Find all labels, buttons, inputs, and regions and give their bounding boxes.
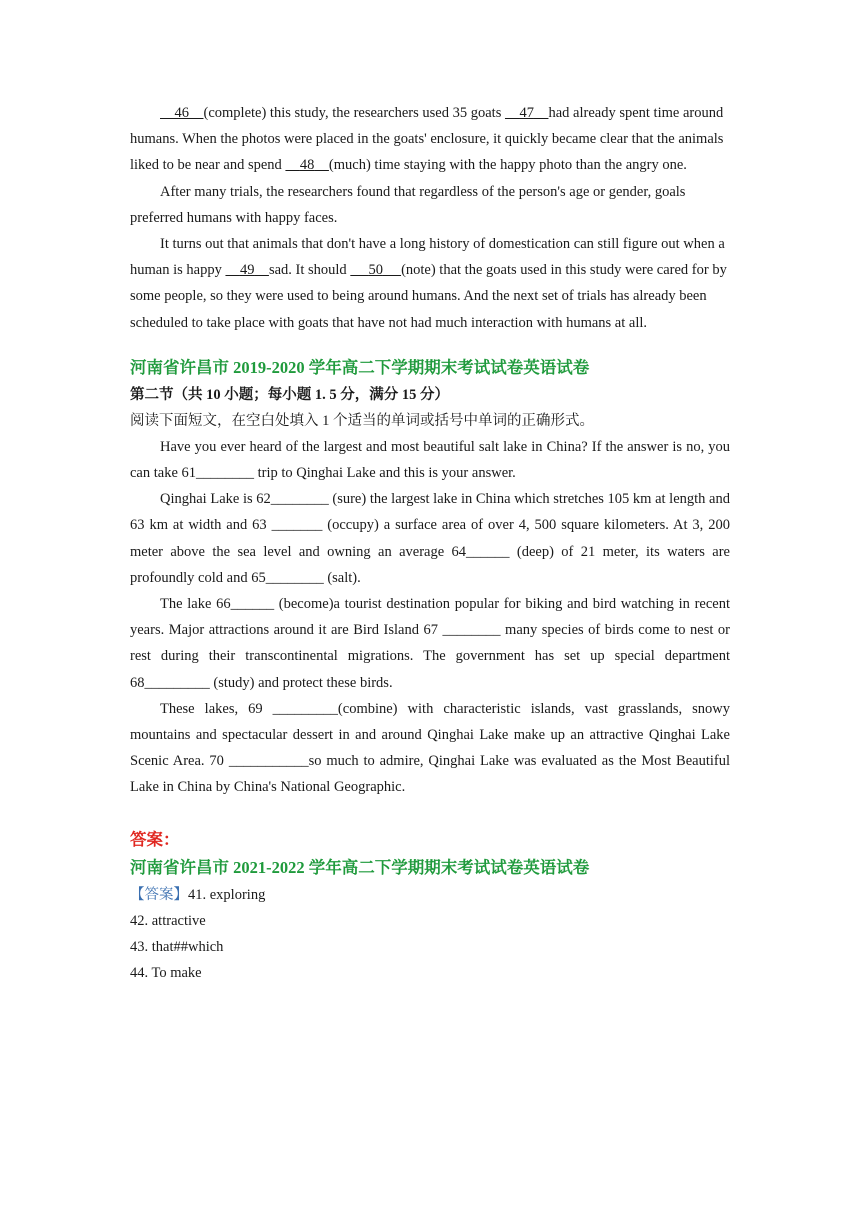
blank-50: 50 — [368, 262, 383, 279]
passage-paragraph-66-68: The lake 66______ (become)a tourist destination popular for biking and bird watching in recent years. Major attractions around it are Bird Island 67 ________ many species of birds come to nest or rest during their transcontinental migrations. The government has set up special department 68_________ (study) and protect these birds. — [130, 596, 730, 691]
answer-item: 【答案】41. exploring — [130, 886, 266, 903]
answer-item: 44. To make — [130, 965, 202, 982]
blank-46: 46 — [174, 105, 189, 121]
passage-paragraph-61: Have you ever heard of the largest and most beautiful salt lake in China? If the answer is no, you can take 61________ trip to Qinghai Lake and this is your answer. — [130, 438, 730, 482]
section-instruction: 阅读下面短文，在空白处填入 1 个适当的单词或括号中单词的正确形式。 — [130, 412, 594, 429]
page-content — [130, 100, 730, 986]
blank-47: 47 — [519, 105, 534, 121]
answer-item: 42. attractive — [130, 912, 206, 929]
answer-tag: 【答案】 — [130, 886, 188, 903]
passage-paragraph-46-48: 46 (complete) this study, the researchers used 35 goats 47 had already spent time around humans. When the photos were placed in the goats' enclosure, it quickly became clear that the animals liked to be near and spend 48 (much) time staying with the happy photo than the angry one. — [130, 105, 724, 174]
passage-paragraph-49-50: It turns out that animals that don't have a long history of domestication can still figure out when a human is happy 49 sad. It should 50 (note) that the goats used in this study were cared for by some people, so they were used to being around humans. And the next set of trials has already been scheduled to take place with goats that have not had much interaction with humans at all. — [130, 236, 727, 331]
passage-paragraph-69-70: These lakes, 69 _________(combine) with characteristic islands, vast grasslands, snowy mountains and spectacular dessert in and around Qinghai Lake make up an attractive Qinghai Lake Scenic Area. 70 ___________so much to admire, Qinghai Lake was evaluated as the Most Beautiful Lake in China by China's National Geographic. — [130, 700, 730, 796]
blank-49: 49 — [239, 262, 255, 279]
section-label: 第二节（共 10 小题；每小题 1. 5 分，满分 15 分） — [130, 386, 449, 403]
passage-paragraph-trials: After many trials, the researchers found that regardless of the person's age or gender, goals preferred humans with happy faces. — [130, 183, 686, 226]
answer-item: 43. that##which — [130, 939, 224, 956]
exam-title-2019-2020: 河南省许昌市 2019-2020 学年高二下学期期末考试试卷英语试卷 — [130, 357, 590, 377]
answers-title: 答案： — [130, 829, 180, 849]
blank-48: 48 — [299, 157, 315, 174]
passage-paragraph-62-65: Qinghai Lake is 62________ (sure) the largest lake in China which stretches 105 km at length and 63 km at width and 63 _______ (occupy) a surface area of over 4, 500 square kilometers. At 3, 200 meter above the sea level and owning an average 64______ (deep) of 21 meter, its waters are profoundly cold and 65________ (salt). — [130, 491, 730, 586]
exam-title-2021-2022: 河南省许昌市 2021-2022 学年高二下学期期末考试试卷英语试卷 — [130, 857, 590, 877]
